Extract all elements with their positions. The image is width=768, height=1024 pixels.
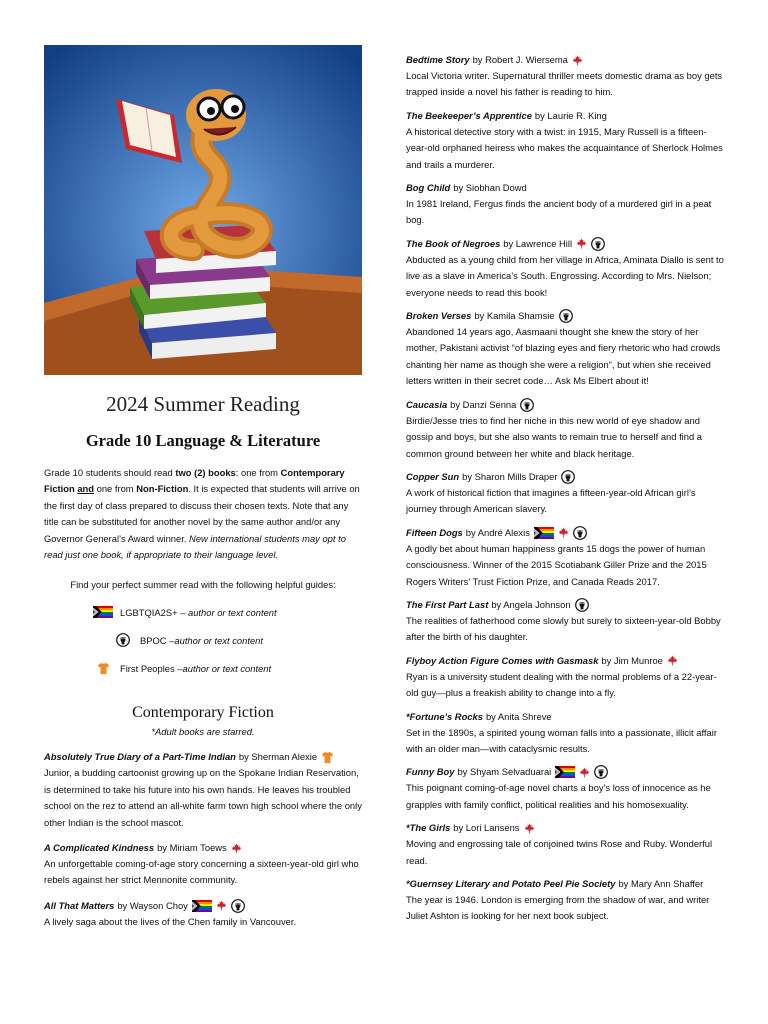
legend-row-bpoc	[44, 626, 362, 654]
maple-leaf-icon	[216, 900, 227, 911]
book-author: by Laurie R. King	[534, 109, 607, 121]
book-author: by Danzi Senna	[450, 398, 517, 410]
book-author: by Shyam Selvaduarai	[457, 766, 552, 778]
book-title: *Guernsey Literary and Potato Peel Pie Society	[406, 878, 616, 889]
book-description: Junior, a budding cartoonist growing up on the Spokane Indian Reservation, is determined to take his future into his own hands. He leaves his troubled school on the rez to attend an all-white farm town high school where the only other Indian is the school mascot.	[44, 767, 362, 828]
book-author: by Sharon Mills Draper	[462, 470, 558, 482]
intro-text-2: : one from	[235, 467, 281, 478]
raised-fist-icon	[561, 470, 575, 484]
book-title: *Fortune’s Rocks	[406, 710, 483, 722]
book-heading	[406, 820, 726, 836]
book-entry	[406, 469, 726, 518]
book-entry	[44, 840, 362, 889]
intro-underline: and	[77, 483, 95, 495]
book-description: A godly bet about human happiness grants 15 dogs the power of human consciousness. Winner of the 2015 Scotiabank Giller Prize and the 2015 Rogers Writers’ Trust Fiction Prize, and Canada Reads 2017.	[406, 542, 707, 587]
book-entry	[406, 597, 726, 646]
book-entry	[406, 876, 726, 925]
book-description: An unforgettable coming-of-age story concerning a sixteen-year-old girl who rebels against her strict Mennonite community.	[44, 858, 359, 886]
intro-text-4: one from	[94, 483, 137, 495]
book-author: by Jim Munroe	[601, 654, 663, 666]
book-heading	[406, 52, 726, 68]
book-author: by Angela Johnson	[491, 598, 571, 610]
book-entry	[406, 108, 726, 173]
book-author: by Siobhan Dowd	[453, 182, 527, 194]
book-author: by Kamila Shamsie	[474, 310, 555, 322]
raised-fist-icon	[231, 899, 245, 913]
book-entry	[406, 653, 726, 702]
raised-fist-icon	[575, 598, 589, 612]
book-entry	[406, 525, 726, 590]
intro-bold-1: two (2) books	[175, 467, 236, 478]
orange-shirt-icon	[90, 662, 116, 675]
book-heading	[406, 709, 726, 725]
raised-fist-icon	[520, 398, 534, 412]
maple-leaf-icon	[231, 843, 242, 854]
book-description: Abandoned 14 years ago, Aasmaani thought she knew the story of her mother, Pakistani activist “of blazing eyes and fiery rhetoric who had crowds chanting her name as though she were a religion”, but when she received letters written in their secret code… Ask Ms Elbert about it!	[406, 326, 721, 387]
book-description: A work of historical fiction that imagines a fifteen-year-old African girl’s journey through American slavery.	[406, 486, 696, 515]
legend-label: LGBTQIA2S+	[120, 606, 178, 618]
book-entry	[406, 820, 726, 869]
book-entry	[406, 764, 726, 813]
book-author: by Robert J. Wiersema	[472, 54, 568, 65]
book-heading	[406, 469, 726, 485]
pride-flag-icon	[534, 527, 554, 539]
bookworm-illustration	[44, 45, 362, 375]
book-title: The Book of Negroes	[406, 237, 501, 249]
page-subtitle: Grade 10 Language & Literature	[85, 431, 321, 450]
book-title: Bog Child	[406, 182, 451, 194]
pride-flag-icon	[90, 606, 116, 618]
book-entry	[406, 52, 726, 101]
book-heading	[406, 397, 726, 413]
legend-row-first-peoples	[44, 654, 362, 682]
book-heading	[406, 308, 726, 324]
legend-suffix: – author or text content	[180, 606, 277, 618]
book-description: A lively saga about the lives of the Chen family in Vancouver.	[44, 915, 297, 927]
book-author: by Lawrence Hill	[503, 237, 573, 249]
book-heading	[44, 898, 362, 914]
raised-fist-icon	[559, 309, 573, 323]
book-heading	[44, 840, 362, 856]
book-entry	[44, 749, 362, 831]
book-heading	[44, 749, 362, 765]
book-title: Flyboy Action Figure Comes with Gasmask	[406, 654, 599, 666]
book-title: Broken Verses	[406, 310, 472, 322]
right-book-list	[406, 52, 726, 925]
legend-row-lgbtq	[44, 598, 362, 626]
intro-bold-2: Contemporary Fiction	[44, 467, 345, 495]
book-description: Birdie/Jesse tries to find her niche in this new world of eye shadow and gossip and boys, but she also wants to remain true to herself and find a common ground between her white and black heritage.	[406, 414, 703, 459]
intro-bold-3: Non-Fiction	[136, 483, 189, 495]
maple-leaf-icon	[576, 238, 587, 249]
orange-shirt-icon	[321, 751, 334, 764]
raised-fist-icon	[594, 765, 608, 779]
book-title: The Beekeeper’s Apprentice	[406, 109, 532, 121]
book-title: Bedtime Story	[406, 54, 470, 65]
book-entry	[406, 236, 726, 301]
maple-leaf-icon	[667, 655, 678, 666]
book-author: by Lori Lansens	[453, 822, 520, 834]
book-heading	[406, 597, 726, 613]
maple-leaf-icon	[572, 55, 583, 66]
page-title: 2024 Summer Reading	[106, 392, 300, 416]
book-description: Moving and engrossing tale of conjoined twins Rose and Ruby. Wonderful read.	[406, 838, 713, 866]
book-heading	[406, 525, 726, 541]
intro-italic-note: New international students may opt to read just one book, if appropriate to their language level.	[44, 532, 346, 561]
legend-suffix: author or text content	[182, 662, 272, 674]
book-entry	[406, 397, 726, 462]
guides-intro: Find your perfect summer read with the following helpful guides:	[70, 579, 336, 591]
book-description: The realities of fatherhood come slowly but surely to sixteen-year-old Bobby after the birth of his daughter.	[406, 614, 721, 643]
book-description: This poignant coming-of-age novel charts a boy’s loss of innocence as he grapples with family conflict, political realities and his homosexuality.	[406, 782, 711, 810]
section-note: *Adult books are starred.	[151, 726, 255, 738]
maple-leaf-icon	[524, 823, 535, 834]
book-heading	[406, 876, 726, 892]
book-title: A Complicated Kindness	[44, 842, 155, 854]
left-book-list	[44, 749, 362, 930]
book-author: by Wayson Choy	[117, 899, 188, 911]
book-heading	[406, 764, 726, 780]
book-author: by Anita Shreve	[485, 710, 552, 722]
intro-text-5: . It is expected that students will arrive on the first day of class prepared to discuss their chosen texts. Note that any title can be substituted for another novel by the same author and/or any Governor General’s Award winner.	[44, 483, 360, 544]
book-title: All That Matters	[44, 899, 115, 911]
book-heading	[406, 108, 726, 124]
pride-flag-icon	[555, 766, 575, 778]
book-entry	[406, 180, 726, 229]
book-entry	[406, 308, 726, 390]
section-heading: Contemporary Fiction	[132, 704, 274, 722]
left-column	[44, 45, 362, 930]
book-heading	[406, 180, 726, 196]
raised-fist-icon	[573, 526, 587, 540]
bookworm-reading-image	[44, 45, 362, 375]
book-description: Abducted as a young child from her village in Africa, Aminata Diallo is sent to live as a slave in America’s South. Engrossing. According to Mrs. Nielson; everyone needs to read this book!	[406, 253, 724, 298]
icon-legend	[44, 598, 362, 682]
book-description: A historical detective story with a twist: in 1915, Mary Russell is a fifteen-year-old orphaned heiress who makes the acquaintance of Sherlock Holmes and trails a murderer.	[406, 125, 723, 170]
book-title: Copper Sun	[406, 470, 460, 482]
book-title: Caucasia	[406, 398, 448, 410]
book-author: by Miriam Toews	[157, 842, 227, 854]
raised-fist-icon	[591, 237, 605, 251]
book-description: Local Victoria writer. Supernatural thriller meets domestic drama as boy gets trapped inside a novel his father is reading to him.	[406, 70, 723, 98]
book-title: The First Part Last	[406, 598, 489, 610]
legend-suffix: author or text content	[174, 634, 263, 646]
book-description: Ryan is a university student dealing with the normal problems of a 22-year-old guy—plus a freakish ability to change into a fly.	[406, 670, 717, 699]
book-title: Funny Boy	[406, 766, 455, 778]
intro-text-1: Grade 10 students should read	[44, 467, 176, 478]
book-description: The year is 1946. London is emerging from the shadow of war, and writer Juliet Ashton is looking for her next book subject.	[406, 894, 710, 922]
book-heading	[406, 236, 726, 252]
book-title: *The Girls	[406, 822, 451, 834]
maple-leaf-icon	[579, 767, 590, 778]
intro-paragraph	[44, 465, 362, 563]
book-description: In 1981 Ireland, Fergus finds the ancient body of a murdered girl in a peat bog.	[406, 198, 712, 226]
pride-flag-icon	[192, 900, 212, 912]
book-heading	[406, 653, 726, 669]
book-entry	[44, 898, 362, 930]
book-title: Fifteen Dogs	[406, 526, 463, 538]
book-author: by André Alexis	[465, 526, 530, 538]
book-author: by Mary Ann Shaffer	[618, 878, 704, 889]
legend-label: First Peoples –	[120, 662, 183, 674]
raised-fist-icon	[110, 633, 136, 647]
book-entry	[406, 709, 726, 758]
right-column	[406, 45, 726, 925]
book-title: Absolutely True Diary of a Part-Time Indian	[44, 751, 236, 763]
legend-label: BPOC –	[140, 634, 175, 646]
maple-leaf-icon	[558, 527, 569, 538]
book-author: by Sherman Alexie	[238, 751, 318, 763]
book-description: Set in the 1890s, a spirited young woman falls into a passionate, illicit affair with an older man—with cataclysmic results.	[406, 726, 717, 754]
